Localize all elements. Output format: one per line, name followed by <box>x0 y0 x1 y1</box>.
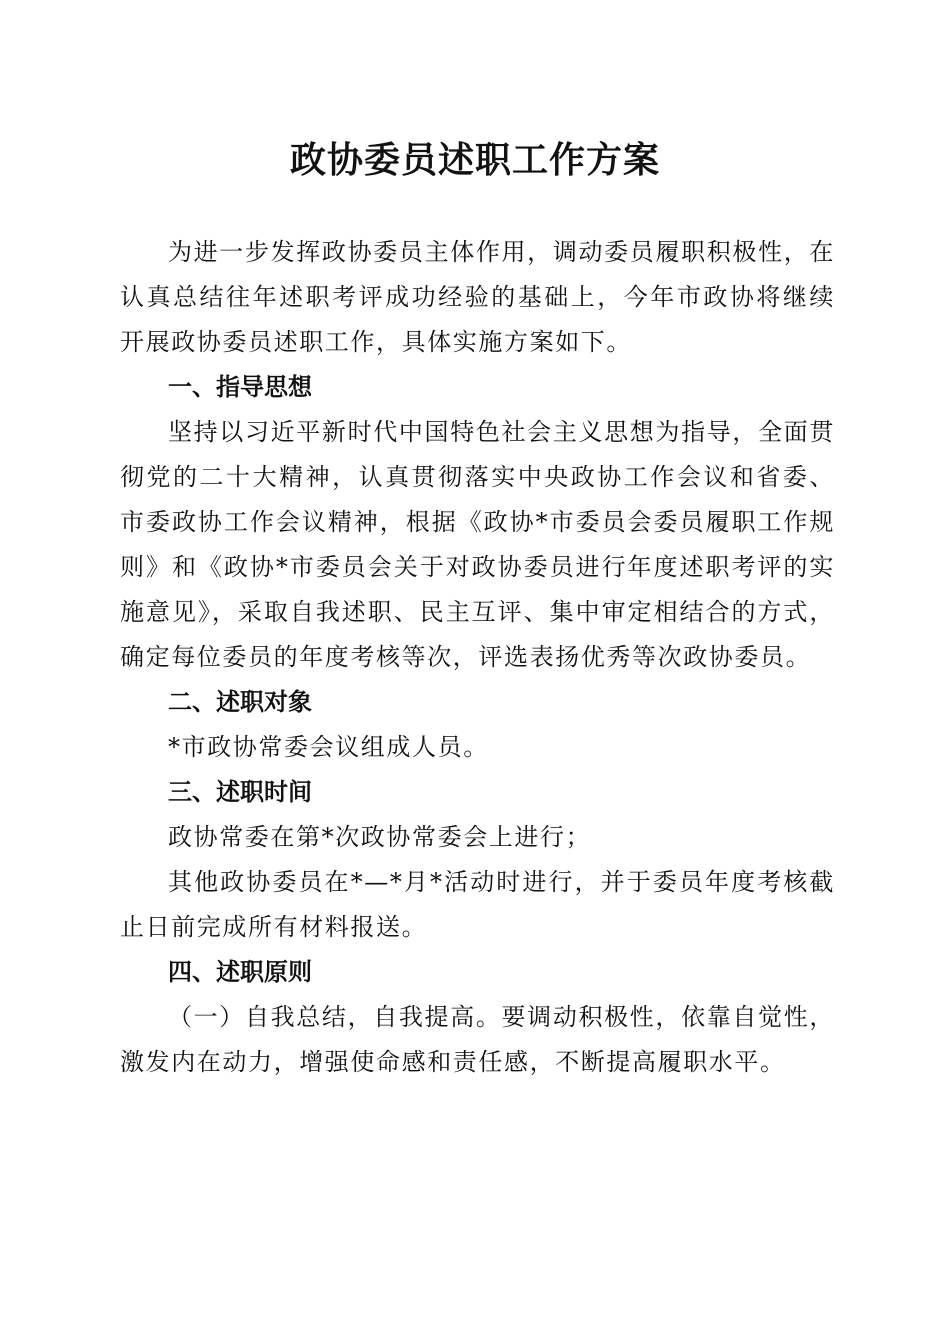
section-heading: 二、述职对象 <box>168 688 312 716</box>
document-title: 政协委员述职工作方案 <box>289 139 660 181</box>
section-reporting-time <box>120 770 835 950</box>
section-reporting-principles <box>120 950 835 1085</box>
section-paragraph: *市政协常委会议组成人员。 <box>168 733 489 761</box>
section-guiding-thought <box>120 365 835 680</box>
document-body <box>120 230 835 1085</box>
section-paragraph: （一）自我总结，自我提高。要调动积极性，依靠自觉性，激发内在动力，增强使命感和责任感，不断提高履职水平。 <box>120 1003 835 1076</box>
section-reporting-targets <box>120 680 835 770</box>
section-paragraph: 政协常委在第*次政协常委会上进行； <box>168 823 592 851</box>
section-paragraph: 坚持以习近平新时代中国特色社会主义思想为指导，全面贯彻党的二十大精神，认真贯彻落实中央政协工作会议和省委、市委政协工作会议精神，根据《政协*市委员会委员履职工作规则》和《政协*市委员会关于对政协委员进行年度述职考评的实施意见》，采取自我述职、民主互评、集中审定相结合的方式，确定每位委员的年度考核等次，评选表扬优秀等次政协委员。 <box>120 418 835 671</box>
section-heading: 一、指导思想 <box>168 373 312 401</box>
section-paragraph: 其他政协委员在*—*月*活动时进行，并于委员年度考核截止日前完成所有材料报送。 <box>120 868 835 941</box>
section-heading: 四、述职原则 <box>168 958 312 986</box>
intro-paragraph: 为进一步发挥政协委员主体作用，调动委员履职积极性，在认真总结往年述职考评成功经验的基础上，今年市政协将继续开展政协委员述职工作，具体实施方案如下。 <box>120 238 835 356</box>
section-heading: 三、述职时间 <box>168 778 312 806</box>
